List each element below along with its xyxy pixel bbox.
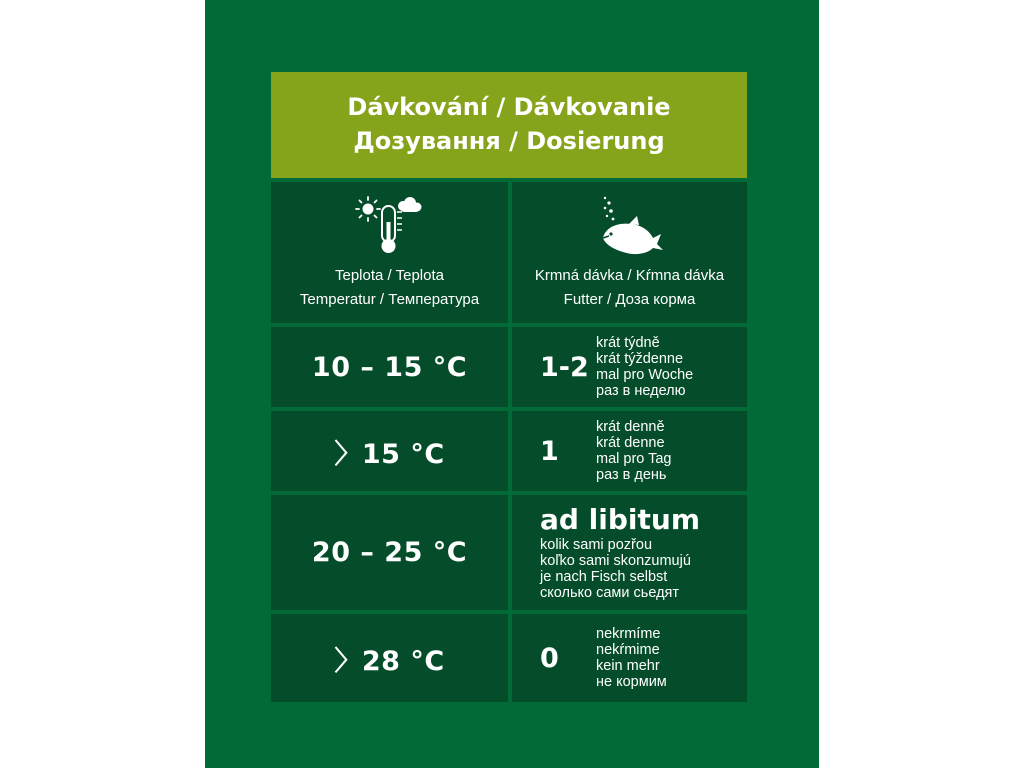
feeding-line: je nach Fisch selbst — [540, 569, 668, 585]
table-row-temperature — [271, 411, 508, 491]
feeding-line: krát denne — [596, 435, 665, 451]
temperature-value: 〉15 °C — [334, 438, 445, 470]
temperature-label-line-1: Teplota / Teplota — [335, 267, 444, 284]
feeding-line: nekrmíme — [596, 626, 661, 642]
title-line-2: Дозування / Dosierung — [353, 127, 665, 155]
thermometer-weather-icon — [355, 194, 425, 258]
temperature-value: 20 – 25 °C — [311, 537, 468, 568]
fish-feeding-icon — [595, 194, 665, 258]
temperature-label-line-2: Temperatur / Температура — [299, 291, 480, 308]
table-row-feeding — [512, 327, 747, 407]
table-row-feeding — [512, 495, 747, 610]
feeding-line: koľko sami skonzumujú — [540, 553, 691, 569]
temperature-column-header — [271, 182, 508, 323]
feeding-amount: 1-2 — [540, 351, 589, 383]
table-row-temperature — [271, 614, 508, 702]
feeding-line: nekŕmime — [596, 642, 660, 658]
dosing-table — [271, 72, 747, 702]
temperature-value: 10 – 15 °C — [311, 351, 468, 383]
feeding-line: kolik sami pozřou — [540, 537, 653, 553]
feeding-line: krát týždenne — [596, 351, 684, 367]
table-row-feeding — [512, 411, 747, 491]
feeding-line: mal pro Woche — [596, 367, 694, 383]
feeding-amount: ad libitum — [540, 503, 701, 536]
feeding-line: krát týdně — [596, 335, 660, 351]
table-row-feeding — [512, 614, 747, 702]
feeding-line: раз в день — [596, 467, 667, 483]
table-row-temperature — [271, 495, 508, 610]
feeding-label-line-1: Krmná dávka / Kŕmna dávka — [534, 267, 725, 284]
dosing-panel — [205, 0, 819, 768]
feeding-column-header — [512, 182, 747, 323]
feeding-line: kein mehr — [596, 658, 660, 674]
feeding-label-line-2: Futter / Доза корма — [563, 291, 696, 308]
title-line-1: Dávkování / Dávkovanie — [347, 93, 671, 121]
feeding-amount: 0 — [540, 642, 559, 674]
feeding-line: сколько сами сьедят — [540, 585, 680, 601]
feeding-line: krát denně — [596, 419, 665, 435]
table-row-temperature — [271, 327, 508, 407]
feeding-amount: 1 — [540, 435, 559, 467]
temperature-value: 〉28 °C — [334, 645, 445, 677]
feeding-line: не кормим — [596, 674, 667, 690]
table-header — [271, 72, 747, 178]
feeding-line: mal pro Tag — [596, 451, 672, 467]
feeding-line: раз в неделю — [596, 383, 686, 399]
